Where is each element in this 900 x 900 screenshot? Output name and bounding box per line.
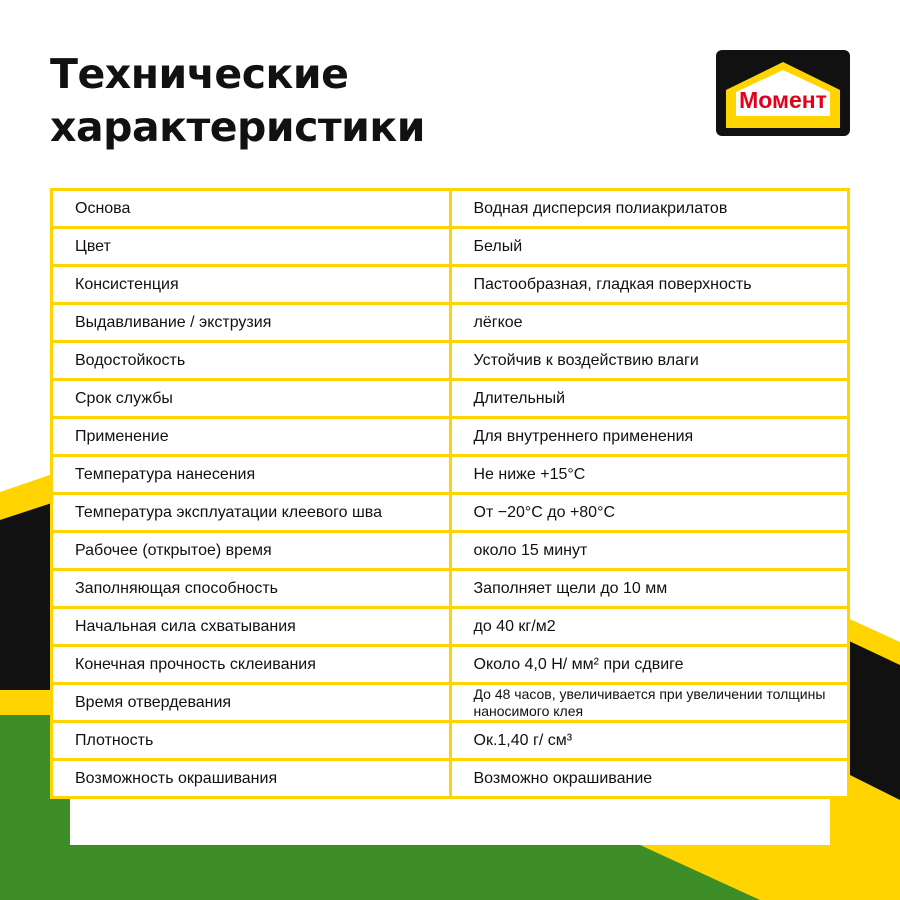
- table-row: [52, 380, 849, 418]
- table-row: [52, 570, 849, 608]
- spec-key: Плотность: [52, 722, 451, 760]
- table-row: [52, 228, 849, 266]
- spec-value: лёгкое: [450, 304, 849, 342]
- table-row: [52, 456, 849, 494]
- spec-table-body: [52, 190, 849, 798]
- page-title: [50, 48, 425, 154]
- table-row: [52, 722, 849, 760]
- spec-key: Водостойкость: [52, 342, 451, 380]
- moment-logo: [716, 50, 850, 136]
- spec-key: Конечная прочность склеивания: [52, 646, 451, 684]
- spec-value: Белый: [450, 228, 849, 266]
- table-row: [52, 608, 849, 646]
- table-row: [52, 494, 849, 532]
- spec-key: Начальная сила схватывания: [52, 608, 451, 646]
- spec-value: Не ниже +15°C: [450, 456, 849, 494]
- spec-value: Ок.1,40 г/ см³: [450, 722, 849, 760]
- spec-key: Заполняющая способность: [52, 570, 451, 608]
- spec-key: Время отвердевания: [52, 684, 451, 722]
- spec-key: Цвет: [52, 228, 451, 266]
- page-title-line-2: характеристики: [50, 103, 425, 151]
- table-row: [52, 304, 849, 342]
- table-row: [52, 532, 849, 570]
- table-row: [52, 418, 849, 456]
- spec-value: до 40 кг/м2: [450, 608, 849, 646]
- spec-key: Применение: [52, 418, 451, 456]
- spec-key: Температура эксплуатации клеевого шва: [52, 494, 451, 532]
- spec-value: Устойчив к воздействию влаги: [450, 342, 849, 380]
- spec-value: Заполняет щели до 10 мм: [450, 570, 849, 608]
- spec-key: Рабочее (открытое) время: [52, 532, 451, 570]
- spec-key: Возможность окрашивания: [52, 760, 451, 798]
- spec-key: Срок службы: [52, 380, 451, 418]
- spec-value: Для внутреннего применения: [450, 418, 849, 456]
- spec-value: около 15 минут: [450, 532, 849, 570]
- spec-value: Около 4,0 Н/ мм² при сдвиге: [450, 646, 849, 684]
- page-title-line-1: Технические: [50, 50, 349, 98]
- moment-logo-house-icon: [716, 50, 850, 136]
- spec-key: Консистенция: [52, 266, 451, 304]
- table-row: [52, 266, 849, 304]
- spec-key: Выдавливание / экструзия: [52, 304, 451, 342]
- table-row: [52, 760, 849, 798]
- spec-value: Длительный: [450, 380, 849, 418]
- spec-value: Пастообразная, гладкая поверхность: [450, 266, 849, 304]
- spec-value: Водная дисперсия полиакрилатов: [450, 190, 849, 228]
- table-row: [52, 646, 849, 684]
- spec-value: До 48 часов, увеличивается при увеличении толщины наносимого клея: [450, 684, 849, 722]
- table-row: [52, 684, 849, 722]
- logo-text: Момент: [739, 87, 827, 113]
- table-row: [52, 190, 849, 228]
- spec-value: Возможно окрашивание: [450, 760, 849, 798]
- spec-value: От −20°C до +80°C: [450, 494, 849, 532]
- table-row: [52, 342, 849, 380]
- spec-key: Основа: [52, 190, 451, 228]
- spec-table: [50, 188, 850, 799]
- spec-key: Температура нанесения: [52, 456, 451, 494]
